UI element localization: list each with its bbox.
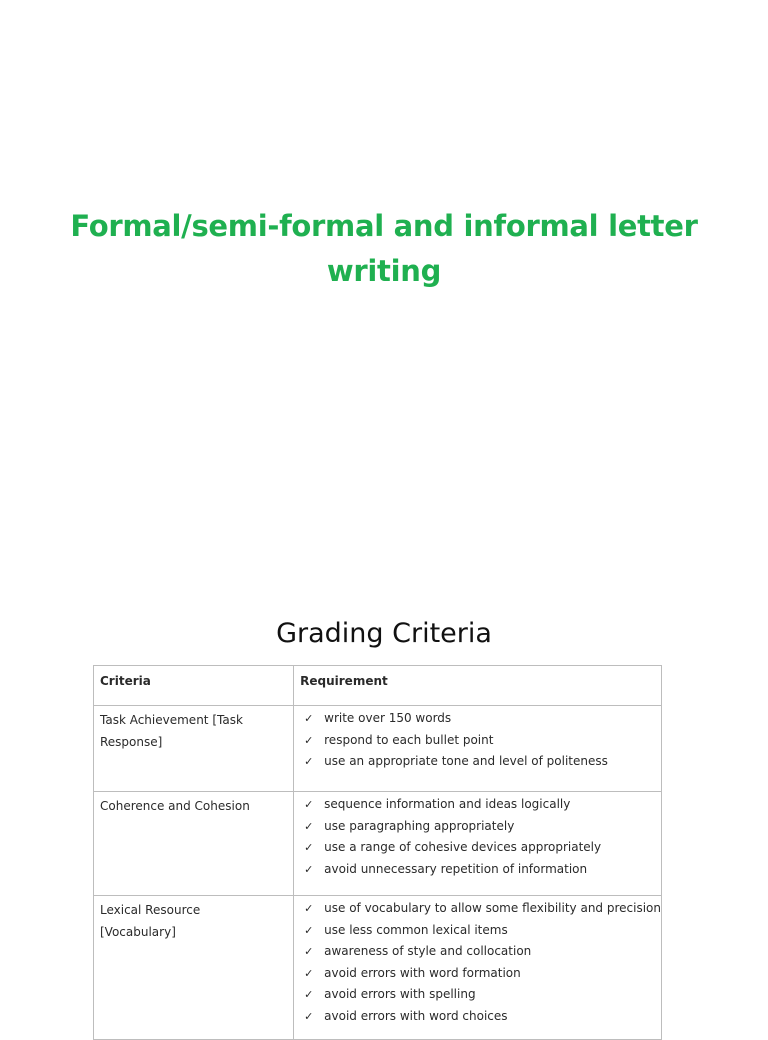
list-item — [300, 730, 661, 752]
list-item — [300, 837, 661, 859]
title-line-2: writing — [326, 254, 442, 288]
checkmark-icon: ✓ — [304, 819, 314, 833]
requirement-text: avoid errors with word choices — [324, 1008, 508, 1023]
requirement-text: avoid unnecessary repetition of information — [324, 861, 588, 876]
checkmark-icon: ✓ — [304, 798, 314, 811]
title-line-1: Formal/semi-formal and informal letter — [70, 209, 698, 243]
checkmark-icon: ✓ — [304, 733, 314, 747]
checkmark-icon: ✓ — [304, 1009, 314, 1023]
requirement-list — [300, 898, 661, 1027]
table-header-row — [94, 666, 662, 706]
list-item — [300, 859, 661, 881]
requirement-text: use less common lexical items — [324, 922, 508, 937]
list-item — [300, 898, 661, 920]
criteria-cell: Lexical Resource [Vocabulary] — [94, 896, 294, 1040]
list-item — [300, 941, 661, 963]
checkmark-icon: ✓ — [304, 712, 314, 725]
table-row — [94, 706, 662, 792]
requirement-text: avoid errors with word formation — [324, 965, 521, 980]
requirement-list — [300, 708, 661, 773]
grading-criteria-table-wrapper — [93, 665, 662, 1040]
criteria-cell: Coherence and Cohesion — [94, 792, 294, 896]
document-title — [40, 204, 728, 294]
section-heading: Grading Criteria — [276, 618, 492, 649]
requirement-cell — [294, 792, 662, 896]
checkmark-icon: ✓ — [304, 841, 314, 854]
requirement-text: write over 150 words — [324, 711, 452, 725]
list-item — [300, 751, 661, 773]
header-requirement: Requirement — [294, 666, 662, 706]
table-row — [94, 792, 662, 896]
checkmark-icon: ✓ — [304, 966, 314, 980]
checkmark-icon: ✓ — [304, 755, 314, 768]
list-item — [300, 963, 661, 985]
list-item — [300, 984, 661, 1006]
requirement-cell — [294, 706, 662, 792]
requirement-cell — [294, 896, 662, 1040]
list-item — [300, 816, 661, 838]
table-row — [94, 896, 662, 1040]
requirement-text: use paragraphing appropriately — [324, 818, 515, 833]
checkmark-icon: ✓ — [304, 923, 314, 937]
requirement-list — [300, 794, 661, 880]
list-item — [300, 794, 661, 816]
checkmark-icon: ✓ — [304, 988, 314, 1001]
header-criteria: Criteria — [94, 666, 294, 706]
checkmark-icon: ✓ — [304, 945, 314, 958]
checkmark-icon: ✓ — [304, 862, 314, 876]
list-item — [300, 920, 661, 942]
checkmark-icon: ✓ — [304, 902, 314, 915]
requirement-text: awareness of style and collocation — [324, 944, 532, 958]
criteria-cell: Task Achievement [Task Response] — [94, 706, 294, 792]
requirement-text: avoid errors with spelling — [324, 987, 476, 1001]
list-item — [300, 708, 661, 730]
requirement-text: use an appropriate tone and level of politeness — [324, 754, 608, 768]
requirement-text: use of vocabulary to allow some flexibility and precision — [324, 901, 661, 915]
grading-criteria-table — [93, 665, 662, 1040]
requirement-text: sequence information and ideas logically — [324, 797, 571, 811]
requirement-text: use a range of cohesive devices appropriately — [324, 840, 602, 854]
requirement-text: respond to each bullet point — [324, 732, 494, 747]
